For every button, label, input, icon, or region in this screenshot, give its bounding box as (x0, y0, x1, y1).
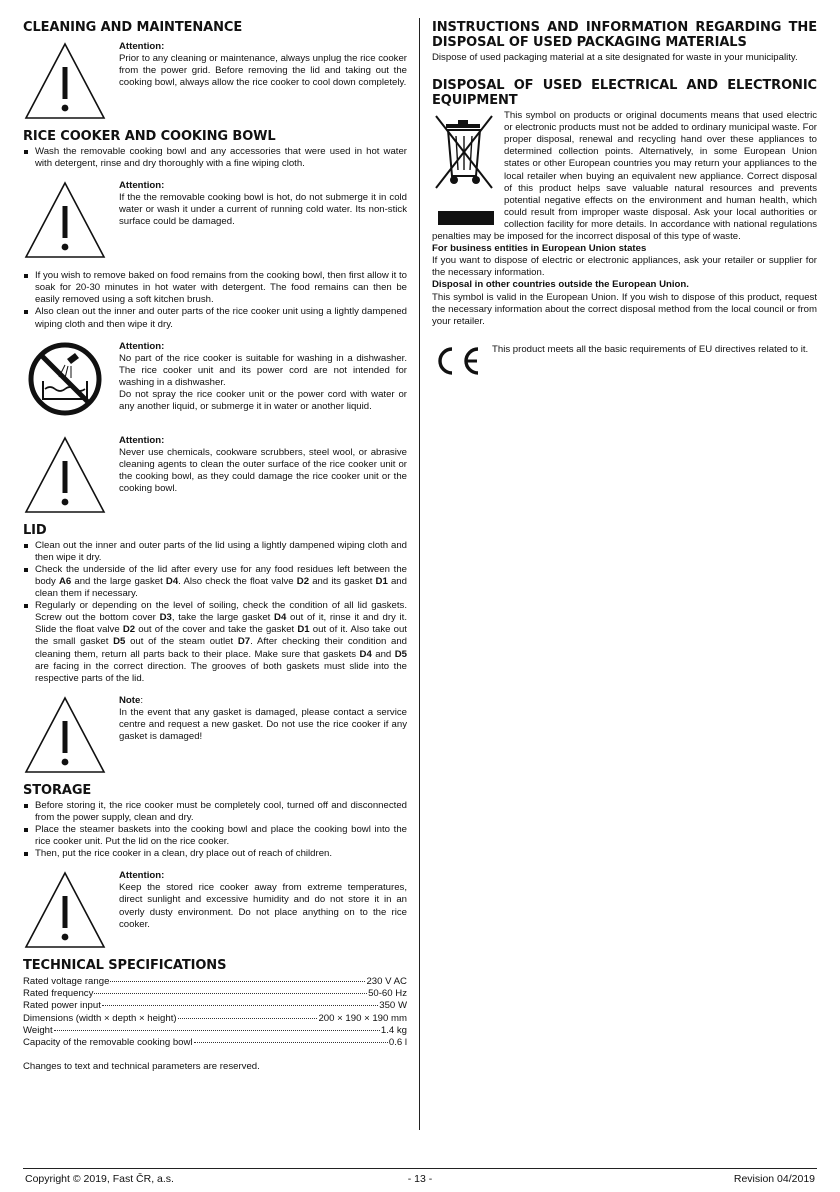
list-item: Place the steamer baskets into the cooking bowl and place the cooking bowl into the rice cooker unit. Put the lid on the rice cooker. (23, 824, 407, 848)
cleaning-section (23, 20, 407, 121)
crossed-bin-icon (432, 110, 496, 228)
rice-cooker-heading: RICE COOKER AND COOKING BOWL (23, 129, 276, 144)
business-text: If you want to dispose of electric or electronic appliances, ask your retailer or supplier for the necessary information. (432, 255, 817, 279)
ce-section (432, 344, 817, 378)
weee-body (432, 110, 817, 243)
warning-triangle-icon (23, 180, 107, 260)
spec-row: Rated power input 350 W (23, 1000, 407, 1012)
footer-copyright: Copyright © 2019, Fast ČR, a.s. (25, 1173, 174, 1185)
list-item: Clean out the inner and outer parts of the lid using a lightly dampened wiping cloth and then wipe it dry. (23, 540, 407, 564)
attention-text: Prior to any cleaning or maintenance, always unplug the rice cooker from the power grid. Before removing the lid and taking out the cooking bowl, always allow the rice cooker to cool down completely. (119, 53, 407, 89)
tech-specs-heading: TECHNICAL SPECIFICATIONS (23, 958, 227, 974)
attention-block (23, 41, 407, 121)
warning-triangle-icon (23, 435, 107, 515)
attention-block (23, 180, 407, 260)
warning-triangle-icon (23, 41, 107, 121)
footer-revision: Revision 04/2019 (733, 1173, 815, 1185)
note-block (23, 695, 407, 775)
list-item: Then, put the rice cooker in a clean, dry place out of reach of children. (23, 848, 407, 860)
lid-heading: LID (23, 522, 47, 538)
list-item: Before storing it, the rice cooker must be completely cool, turned off and disconnected from the power supply, clean and dry. (23, 800, 407, 824)
spec-row: Dimensions (width × depth × height) 200 × 190 × 190 mm (23, 1012, 407, 1024)
storage-section (23, 783, 407, 950)
attention-text: No part of the rice cooker is suitable for washing in a dishwasher. The rice cooker unit and its power cord are not intended for washing in a dishwasher. (119, 352, 407, 388)
column-divider (419, 18, 420, 1130)
attention-text: If the the removable cooking bowl is hot, do not submerge it in cold water or wash it under a current of running cold water. Its non-stick surface could be damaged. (119, 192, 407, 228)
list-item: Also clean out the inner and outer parts of the rice cooker unit using a lightly dampened wiping cloth and then wipe it dry. (23, 306, 407, 330)
spec-row: Weight 1.4 kg (23, 1024, 407, 1036)
business-heading: For business entities in European Union states (432, 243, 647, 255)
footer-page-number: - 13 - (407, 1173, 433, 1185)
page-footer (23, 1168, 817, 1188)
cleaning-heading: CLEANING AND MAINTENANCE (23, 20, 243, 35)
attention-text: Keep the stored rice cooker away from extreme temperatures, direct sunlight and excessive humidity and do not store it in an overly dusty environment. Do not place anything on to the rice cooker. (119, 882, 407, 930)
attention-block (23, 435, 407, 515)
weee-heading: DISPOSAL OF USED ELECTRICAL AND ELECTRONIC EQUIPMENT (432, 78, 817, 109)
note-text: In the event that any gasket is damaged, please contact a service centre and request a new gasket. Do not use the rice cooker if any gasket is damaged! (119, 706, 407, 743)
other-countries-text: This symbol is valid in the European Union. If you wish to dispose of this product, request the necessary information about the correct disposal method from the local council or from your retailer. (432, 291, 817, 327)
packaging-heading-2: DISPOSAL OF USED PACKAGING MATERIALS (432, 35, 747, 50)
lid-section (23, 523, 407, 775)
ce-mark-icon (432, 346, 484, 376)
changes-note: Changes to text and technical parameters are reserved. (23, 1060, 260, 1072)
spec-row: Capacity of the removable cooking bowl 0.6 l (23, 1036, 407, 1048)
right-column (432, 20, 817, 378)
attention-title: Attention: (119, 41, 165, 52)
warning-triangle-icon (23, 695, 107, 775)
tech-specs-section (23, 958, 407, 1073)
spec-row: Rated frequency 50-60 Hz (23, 988, 407, 1000)
packaging-heading: INSTRUCTIONS AND INFORMATION REGARDING THE (432, 20, 817, 35)
attention-text: Never use chemicals, cookware scrubbers, steel wool, or abrasive cleaning agents to clean the outer surface of the rice cooker unit or the cooking bowl, as they could damage the rice cooker unit or the cooking bowl. (119, 446, 407, 495)
attention-title: Attention: (119, 340, 165, 352)
weee-text: This symbol on products or original documents means that used electric or electronic products must not be added to ordinary municipal waste. For proper disposal, renewal and recycling hand over these appliances to determined collection points. Alternatively, in some European Union states or other European countries you may return your appliances to the local retailer when buying an equivalent new appliance. Correct disposal of this product helps save valuable natural resources and prevents potential negative effects on the environment and human health, which could result from improper waste disposal. Ask your local authorities or collection facility for more details. In accordance with national regulations penalties may be imposed for the incorrect disposal of this type of waste. (432, 110, 817, 243)
spec-table (23, 976, 407, 1049)
attention-text: Do not spray the rice cooker unit or the power cord with water or any another liquid, or submerge it in water or another liquid. (119, 389, 407, 413)
attention-title: Attention: (119, 870, 165, 882)
warning-triangle-icon (23, 870, 107, 950)
packaging-text: Dispose of used packaging material at a site designated for waste in your municipality. (432, 52, 798, 63)
list-item: Regularly or depending on the level of soiling, check the condition of all lid gaskets. Screw out the bottom cover D3, take the large gasket D4 out of it, rinse it and dry it. Slide the float valve D2 out of the cover and take the gasket D1 out of it. Also take out the small gasket D5 out of the steam outlet D7. After checking their condition and cleaning them, return all parts back to their place. Make sure that gaskets D4 and D5 are facing in the correct direction. The grooves of both gaskets must slide into the respective parts of the lid. (23, 600, 407, 685)
note-title: Note: (119, 694, 143, 706)
weee-section (432, 78, 817, 328)
attention-block (23, 870, 407, 950)
ce-text: This product meets all the basic requirements of EU directives related to it. (492, 343, 809, 355)
spec-row: Rated voltage range 230 V AC (23, 976, 407, 988)
list-item: Check the underside of the lid after every use for any food residues left between the body A6 and the large gasket D4. Also check the float valve D2 and its gasket D1 and clean them if necessary. (23, 564, 407, 600)
list-item: Wash the removable cooking bowl and any accessories that were used in hot water with detergent, rinse and dry thoroughly with a fine wiping cloth. (23, 146, 407, 170)
attention-title: Attention: (119, 434, 165, 446)
list-item: If you wish to remove baked on food remains from the cooking bowl, then first allow it to soak for 20-30 minutes in hot water with detergent. The food remains can then be easily removed using a soft kitchen brush. (23, 270, 407, 306)
packaging-section (432, 20, 817, 64)
no-dishwasher-icon (23, 341, 107, 421)
storage-heading: STORAGE (23, 782, 92, 798)
left-column (23, 20, 407, 1073)
rice-cooker-section (23, 129, 407, 515)
attention-block (23, 341, 407, 421)
attention-title: Attention: (119, 180, 165, 192)
other-countries-heading: Disposal in other countries outside the European Union. (432, 279, 689, 291)
